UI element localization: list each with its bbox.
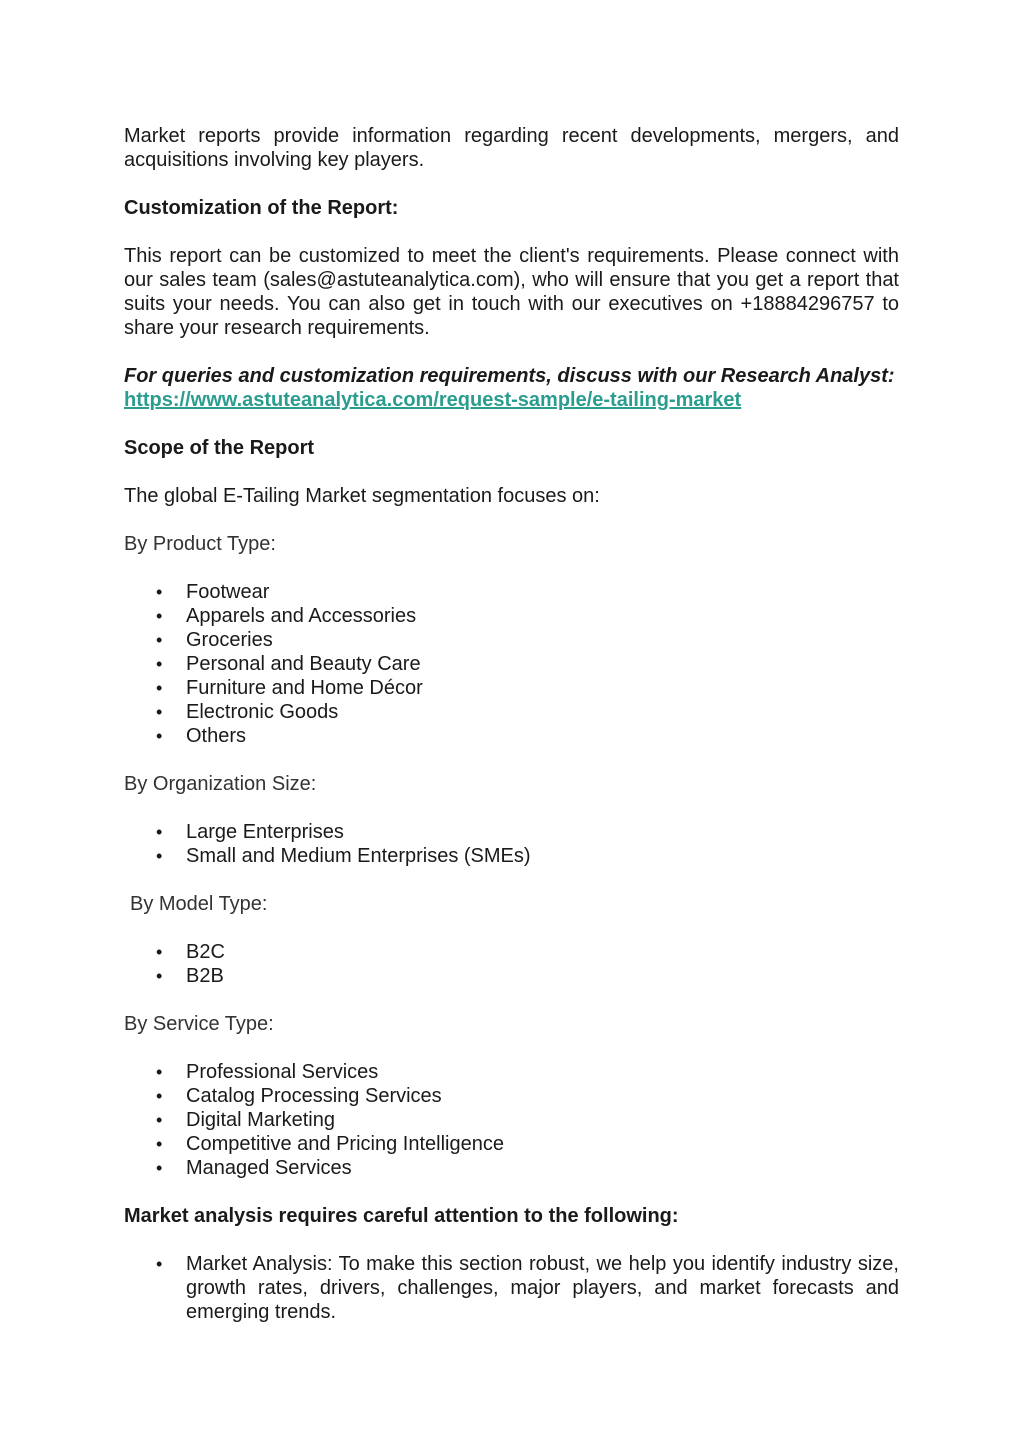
list-item: • Footwear — [124, 580, 899, 604]
list-item: • Small and Medium Enterprises (SMEs) — [124, 844, 899, 868]
document-page — [124, 124, 899, 1324]
list-item: • Apparels and Accessories — [124, 604, 899, 628]
list-item: • Groceries — [124, 628, 899, 652]
customization-heading: Customization of the Report: — [124, 197, 399, 219]
list-item: • Furniture and Home Décor — [124, 676, 899, 700]
queries-paragraph — [124, 364, 899, 412]
organization-size-list — [124, 820, 899, 868]
list-item: • Personal and Beauty Care — [124, 652, 899, 676]
product-type-label: By Product Type: — [124, 533, 276, 555]
list-item: • Professional Services — [124, 1060, 899, 1084]
list-item: • Digital Marketing — [124, 1108, 899, 1132]
list-item: • B2C — [124, 940, 899, 964]
service-type-label: By Service Type: — [124, 1013, 274, 1035]
list-item: • Market Analysis: To make this section robust, we help you identify industry size, growth rates, drivers, challenges, major players, and market forecasts and emerging trends. — [124, 1252, 899, 1324]
model-type-label: By Model Type: — [130, 893, 268, 915]
list-item: • Managed Services — [124, 1156, 899, 1180]
scope-intro: The global E-Tailing Market segmentation focuses on: — [124, 485, 600, 507]
list-item: • B2B — [124, 964, 899, 988]
intro-paragraph: Market reports provide information regarding recent developments, mergers, and acquisitions involving key players. — [124, 125, 899, 171]
service-type-list — [124, 1060, 899, 1180]
list-item: • Catalog Processing Services — [124, 1084, 899, 1108]
customization-paragraph: This report can be customized to meet the client's requirements. Please connect with our sales team (sales@astuteanalytica.com), who will ensure that you get a report that suits your needs. You can also get in touch with our executives on +18884296757 to share your research requirements. — [124, 245, 899, 339]
request-sample-link[interactable]: https://www.astuteanalytica.com/request-sample/e-tailing-market — [124, 389, 742, 411]
list-item: • Competitive and Pricing Intelligence — [124, 1132, 899, 1156]
list-item: • Electronic Goods — [124, 700, 899, 724]
list-item: • Others — [124, 724, 899, 748]
queries-text: For queries and customization requirements, discuss with our Research Analyst: — [124, 365, 895, 387]
analysis-heading: Market analysis requires careful attention to the following: — [124, 1205, 679, 1227]
model-type-list — [124, 940, 899, 988]
analysis-list — [124, 1252, 899, 1324]
list-item: • Large Enterprises — [124, 820, 899, 844]
product-type-list — [124, 580, 899, 748]
scope-heading: Scope of the Report — [124, 437, 315, 459]
organization-size-label: By Organization Size: — [124, 773, 317, 795]
